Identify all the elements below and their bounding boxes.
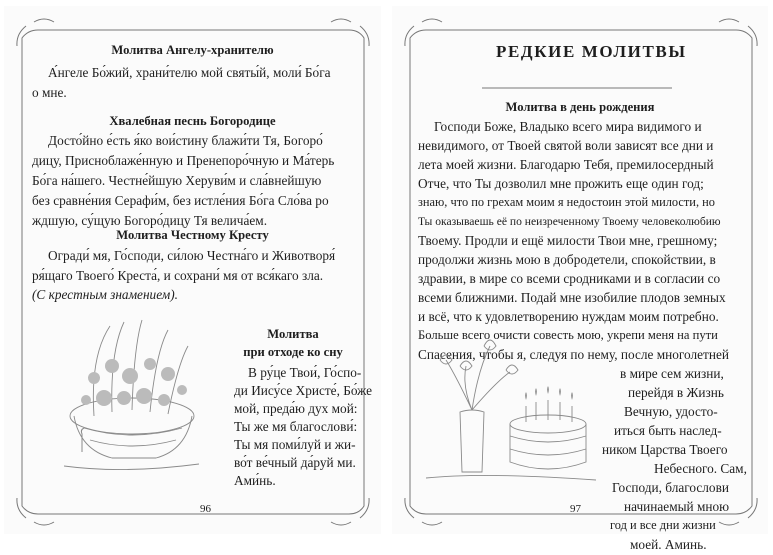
text-line: Небесного. Сам, xyxy=(654,461,747,476)
text-line: продолжи жизнь мою в добродетели, спокойствии, в xyxy=(418,252,716,267)
heading-bedtime-line1: Молитва xyxy=(267,327,319,341)
heading-guardian-angel: Молитва Ангелу-хранителю xyxy=(111,43,274,57)
text-line: знаю, что по грехам моим я недостоин этой милости, но xyxy=(418,195,715,209)
text-line: начинаемый мною xyxy=(624,499,730,514)
text-line: перейдя в Жизнь xyxy=(628,385,724,400)
text-line: иться быть наслед- xyxy=(614,423,722,438)
text-line: всеми ближними. Подай мне изобилие плодов земных xyxy=(418,290,726,305)
text-line: здравии, в мире со всеми сродниками и в согласии со xyxy=(418,271,721,286)
text-line: Бо́га на́шего. Честне́йшую Херуви́м и сла́внейшую xyxy=(32,173,322,188)
text-line: невидимого, от Твоей святой воли зависят все дни и xyxy=(418,138,714,153)
text-line: год и все дни жизни xyxy=(610,518,716,532)
heading-theotokos-hymn: Хвалебная песнь Богородице xyxy=(109,114,276,128)
text-line: и всё, что к удовлетворению нуждам моим потребно. xyxy=(418,309,719,324)
text-line: лета моей жизни. Благодарю Тебя, премилосердный xyxy=(418,157,714,172)
text-line: Господи Боже, Владыко всего мира видимого и xyxy=(434,119,702,134)
page-number: 97 xyxy=(570,503,581,515)
heading-holy-cross: Молитва Честному Кресту xyxy=(116,228,269,242)
cross-sign-note: (С крестным знамением). xyxy=(32,287,179,302)
text-line: ником Царства Твоего xyxy=(602,442,728,457)
text-line: Ты оказываешь её по неизреченному Твоему человеколюбию xyxy=(418,215,721,228)
text-line: ди Иису́се Христе́, Бо́же xyxy=(234,383,373,398)
text-line: Господи, благослови xyxy=(612,480,729,495)
heading-birthday-prayer: Молитва в день рождения xyxy=(505,100,655,114)
text-line: Отче, что Ты дозволил мне прожить еще один год; xyxy=(418,176,704,191)
text-line: Больше всего очисти совесть мою, укрепи меня на пути xyxy=(418,328,718,342)
text-line: Ты мя поми́луй и жи- xyxy=(234,437,356,452)
text-line: мой, преда́ю дух мой: xyxy=(234,401,358,416)
text-line: о мне. xyxy=(32,85,67,100)
text-line: ждшую, су́щую Богоро́дицу Тя велича́ем. xyxy=(32,213,268,228)
text-line: Спасения, чтобы я, следуя по нему, после многолетней xyxy=(418,347,729,362)
page-number: 96 xyxy=(200,503,211,515)
text-line: во́т ве́чный да́руй ми. xyxy=(234,455,356,470)
flowers-and-cake-illustration xyxy=(426,336,596,486)
text-line: в мире сем жизни, xyxy=(620,366,724,381)
text-line: дицу, Присноблаже́нную и Пренепоро́чную и Ма́терь xyxy=(32,153,335,168)
flower-basket-illustration xyxy=(64,316,199,476)
left-page xyxy=(4,6,381,534)
text-line: Вечную, удосто- xyxy=(624,404,718,419)
right-page xyxy=(392,6,768,552)
text-line: ря́щаго Твоего́ Креста́, и сохрани́ мя от вся́каго зла. xyxy=(32,268,324,283)
text-line: моей. Аминь. xyxy=(630,537,707,552)
section-title: РЕДКИЕ МОЛИТВЫ xyxy=(496,42,687,61)
text-line: без сравне́ния Серафи́м, без истле́ния Бо́га Сло́ва ро xyxy=(32,193,329,208)
text-line: Твоему. Продли и ещё милости Твои мне, грешному; xyxy=(418,233,718,248)
text-line: Ты же мя благослови́: xyxy=(234,419,358,434)
text-line: Досто́йно е́сть я́ко вои́стину блажи́ти Тя, Богоро́ xyxy=(48,133,323,148)
text-line: В ру́це Твои́, Го́спо- xyxy=(248,365,362,380)
heading-bedtime-line2: при отходе ко сну xyxy=(243,345,343,359)
text-line: Огради́ мя, Го́споди, си́лою Честна́го и Животворя́ xyxy=(48,248,336,263)
text-line: Ами́нь. xyxy=(234,473,276,488)
text-line: А́нгеле Бо́жий, храни́телю мой святы́й, моли́ Бо́га xyxy=(48,65,331,80)
